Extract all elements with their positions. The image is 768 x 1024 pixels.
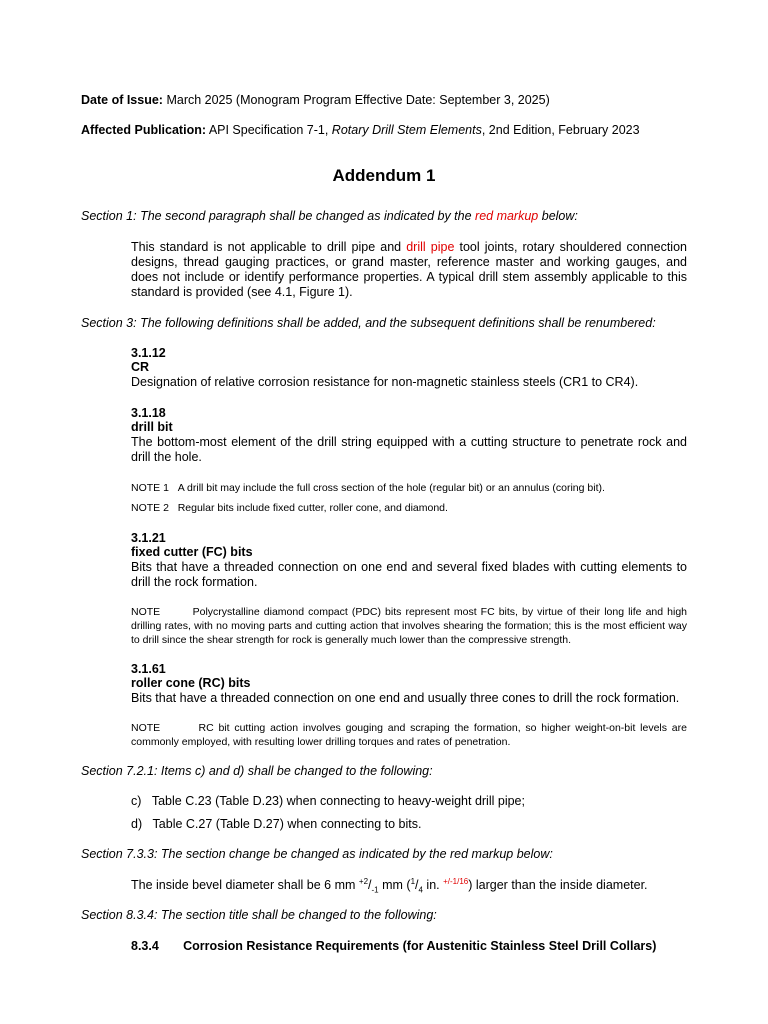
note-fc [131,605,687,647]
note-2 [131,501,448,515]
bevel-t4: ) larger than the inside diameter. [468,878,648,892]
tolerance-minus: -1 [371,885,379,895]
fraction-num: 1 [410,876,416,886]
list-text: Table C.27 (Table D.27) when connecting to bits. [152,817,422,831]
def-number: 3.1.18 [131,406,166,420]
bevel-diameter-text [131,878,648,893]
date-value: March 2025 (Monogram Program Effective Date: September 3, 2025) [166,93,550,107]
def-term: roller cone (RC) bits [131,676,251,690]
def-text: Designation of relative corrosion resistance for non-magnetic stainless steels (CR1 to CR4). [131,375,639,389]
section721-instruction: Section 7.2.1: Items c) and d) shall be changed to the following: [81,764,433,778]
note-2-text: Regular bits include fixed cutter, roller cone, and diamond. [177,502,448,514]
section834-instruction: Section 8.3.4: The section title shall be changed to the following: [81,908,437,922]
tolerance-plus: +2 [358,876,369,886]
note-rc-text: RC bit cutting action involves gouging and scraping the formation, so higher weight-on-bit levels are commonly employed, with resulting lower drilling torques and rates of penetration. [131,722,687,748]
page-title: Addendum 1 [332,166,436,185]
section733-instruction: Section 7.3.3: The section change be changed as indicated by the red markup below: [81,847,553,861]
date-label: Date of Issue: [81,93,163,107]
bevel-t2: mm ( [378,878,411,892]
bevel-t1: The inside bevel diameter shall be 6 mm [131,878,359,892]
section1-instr-red: red markup [475,209,539,223]
def-number: 3.1.61 [131,662,166,676]
section1-instr-a: Section 1: The second paragraph shall be changed as indicated by the [81,209,476,223]
list-marker: c) [131,794,142,808]
section1-para-b: tool joints, rotary shouldered connection designs, thread gauging practices, or grand master, reference master and working gauges, and does not include or identify performance properties. A typical drill stem assembly applicable to this standard is provided (see 4.1, Figure 1). [131,240,687,299]
list-marker: d) [131,817,143,831]
section3-instruction: Section 3: The following definitions shall be added, and the subsequent definitions shall be renumbered: [81,316,656,330]
def-term: fixed cutter (FC) bits [131,545,253,559]
section1-instr-b: below: [538,209,578,223]
affected-publication [81,123,640,138]
note-rc-label: NOTE [131,722,161,734]
heading-text: Corrosion Resistance Requirements (for Austenitic Stainless Steel Drill Collars) [183,939,657,953]
fraction-slash: / [415,878,419,892]
section1-para-a: This standard is not applicable to drill pipe and [131,240,407,254]
date-of-issue [81,93,550,108]
section1-instruction [81,209,578,224]
note-1 [131,481,605,495]
publication-label: Affected Publication: [81,123,207,137]
list-item [131,817,421,832]
note-1-text: A drill bit may include the full cross section of the hole (regular bit) or an annulus (coring bit). [177,482,605,494]
publication-value-1: API Specification 7-1, [208,123,332,137]
list-item [131,794,525,809]
def-term: drill bit [131,420,173,434]
slash: / [368,878,372,892]
section1-paragraph [131,240,687,300]
note-fc-label: NOTE [131,606,161,618]
section1-para-red: drill pipe [406,240,455,254]
def-text: Bits that have a threaded connection on one end and usually three cones to drill the rock formation. [131,691,680,705]
bevel-t3: in. [422,878,444,892]
list-text: Table C.23 (Table D.23) when connecting to heavy-weight drill pipe; [151,794,525,808]
publication-value-2: , 2nd Edition, February 2023 [481,123,640,137]
section834-heading [131,939,656,954]
heading-number: 8.3.4 [131,939,159,953]
def-number: 3.1.21 [131,531,166,545]
def-number: 3.1.12 [131,346,166,360]
red-tolerance: +/-1/16 [443,876,469,886]
def-text: Bits that have a threaded connection on one end and several fixed blades with cutting elements to drill the rock formation. [131,560,687,589]
publication-title: Rotary Drill Stem Elements [331,123,482,137]
note-2-label: NOTE 2 [131,502,169,514]
note-rc [131,721,687,749]
note-1-label: NOTE 1 [131,482,169,494]
fraction-den: 4 [418,885,423,895]
note-fc-text: Polycrystalline diamond compact (PDC) bits represent most FC bits, by virtue of their long life and high drilling rates, with no moving parts and cutting action that involves shearing the formation; this is the most efficient way to drill since the shear strength for rock is generally much lower than the compressive strength. [131,606,687,646]
def-term: CR [131,360,150,374]
def-text: The bottom-most element of the drill string equipped with a cutting structure to penetrate rock and drill the hole. [131,435,687,464]
